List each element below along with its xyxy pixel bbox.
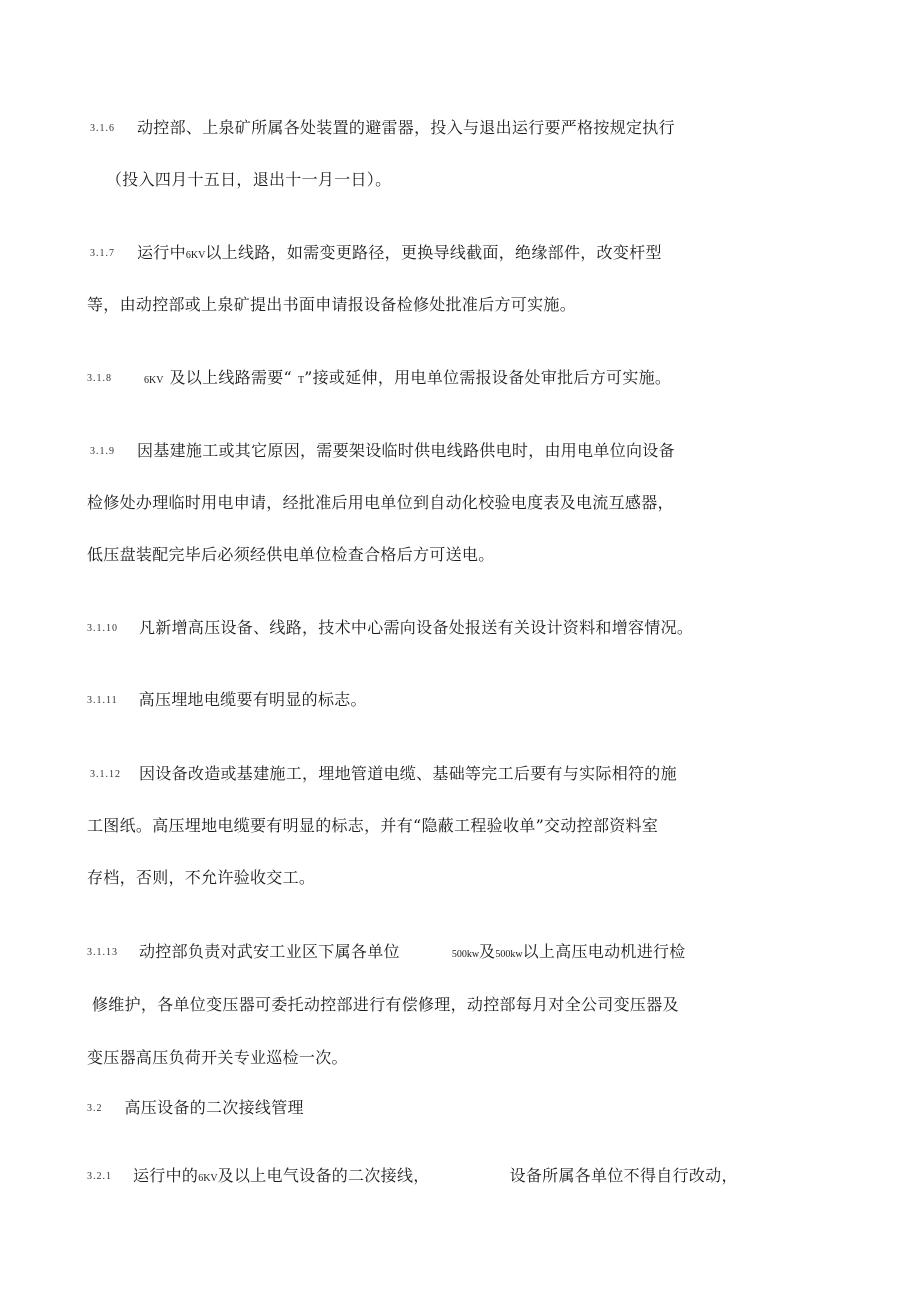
clause-text: 检修处办理临时用电申请，经批准后用电单位到自动化校验电度表及电流互感器， (87, 493, 674, 512)
clause-3-1-11-line-1 (87, 690, 367, 711)
clause-3-1-9-line-1 (90, 441, 675, 462)
clause-text: 以上高压电动机进行检 (522, 942, 686, 961)
clause-3-1-6-line-1 (90, 118, 675, 139)
clause-3-1-13-line-2 (92, 995, 679, 1015)
section-3-2-heading (87, 1098, 304, 1119)
clause-3-1-6-line-2 (106, 170, 391, 190)
clause-3-1-13-line-1 (87, 942, 686, 965)
power-unit: 500kw (451, 949, 480, 960)
power-unit: 500kw (495, 949, 523, 960)
clause-number: 3.2.1 (87, 1170, 112, 1182)
clause-number: 3.1.9 (90, 445, 115, 457)
section-number: 3.2 (87, 1102, 103, 1114)
clause-text: 运行中 (137, 243, 186, 262)
clause-text: 设备所属各单位不得自行改动， (509, 1166, 738, 1185)
clause-text: 及以上电气设备的二次接线， (217, 1166, 430, 1185)
clause-text: 动控部负责对武安工业区下属各单位 (139, 942, 400, 961)
clause-text: 存档，否则，不允许验收交工。 (87, 868, 316, 887)
clause-number: 3.1.10 (87, 622, 118, 634)
clause-text: ”接或延伸，用电单位需报设备处审批后方可实施。 (304, 368, 672, 387)
clause-number: 3.1.6 (90, 122, 115, 134)
section-title: 高压设备的二次接线管理 (124, 1098, 304, 1117)
clause-text: 凡新增高压设备、线路，技术中心需向设备处报送有关设计资料和增容情况。 (139, 618, 694, 637)
clause-text: 因基建施工或其它原因，需要架设临时供电线路供电时，由用电单位向设备 (137, 441, 675, 460)
clause-3-1-12-line-1 (90, 764, 677, 785)
t-connection-label: T (298, 375, 305, 386)
clause-text: 动控部、上泉矿所属各处装置的避雷器，投入与退出运行要严格按规定执行 (137, 118, 675, 137)
clause-text: 及 (479, 942, 496, 961)
clause-number: 3.1.7 (90, 247, 115, 259)
voltage-unit: 6KV (198, 1173, 218, 1184)
clause-text: 及以上线路需要“ (169, 368, 293, 387)
clause-text: 等，由动控部或上泉矿提出书面申请报设备检修处批准后方可实施。 (87, 295, 577, 314)
clause-3-1-9-line-3 (87, 545, 495, 565)
clause-text: 工图纸。高压埋地电缆要有明显的标志，并有“隐蔽工程验收单”交动控部资料室 (87, 816, 659, 835)
voltage-unit: 6KV (185, 250, 206, 261)
clause-3-1-9-line-2 (87, 493, 674, 513)
clause-3-1-7-line-2 (87, 295, 576, 315)
clause-text: 变压器高压负荷开关专业巡检一次。 (87, 1048, 348, 1067)
clause-3-1-8-line-1 (87, 368, 671, 391)
clause-text: （投入四月十五日，退出十一月一日）。 (106, 170, 392, 189)
clause-text: 低压盘装配完毕后必须经供电单位检查合格后方可送电。 (87, 545, 495, 564)
clause-text: 运行中的 (133, 1166, 199, 1185)
clause-3-1-7-line-1 (90, 243, 662, 266)
clause-text: 因设备改造或基建施工，埋地管道电缆、基础等完工后要有与实际相符的施 (139, 764, 677, 783)
clause-3-1-10-line-1 (87, 618, 693, 639)
clause-3-2-1-line-1 (87, 1166, 738, 1189)
clause-text: 以上线路，如需变更路径，更换导线截面，绝缘部件，改变杆型 (205, 243, 662, 262)
clause-number: 3.1.13 (87, 946, 118, 958)
clause-3-1-12-line-2 (87, 816, 658, 836)
clause-text: 修维护，各单位变压器可委托动控部进行有偿修理，动控部每月对全公司变压器及 (92, 995, 679, 1014)
clause-number: 3.1.12 (90, 768, 121, 780)
clause-number: 3.1.8 (87, 372, 112, 384)
clause-3-1-13-line-3 (87, 1048, 348, 1068)
clause-3-1-12-line-3 (87, 868, 315, 888)
clause-text: 高压埋地电缆要有明显的标志。 (138, 690, 367, 709)
voltage-unit: 6KV (144, 375, 164, 386)
clause-number: 3.1.11 (87, 694, 118, 706)
